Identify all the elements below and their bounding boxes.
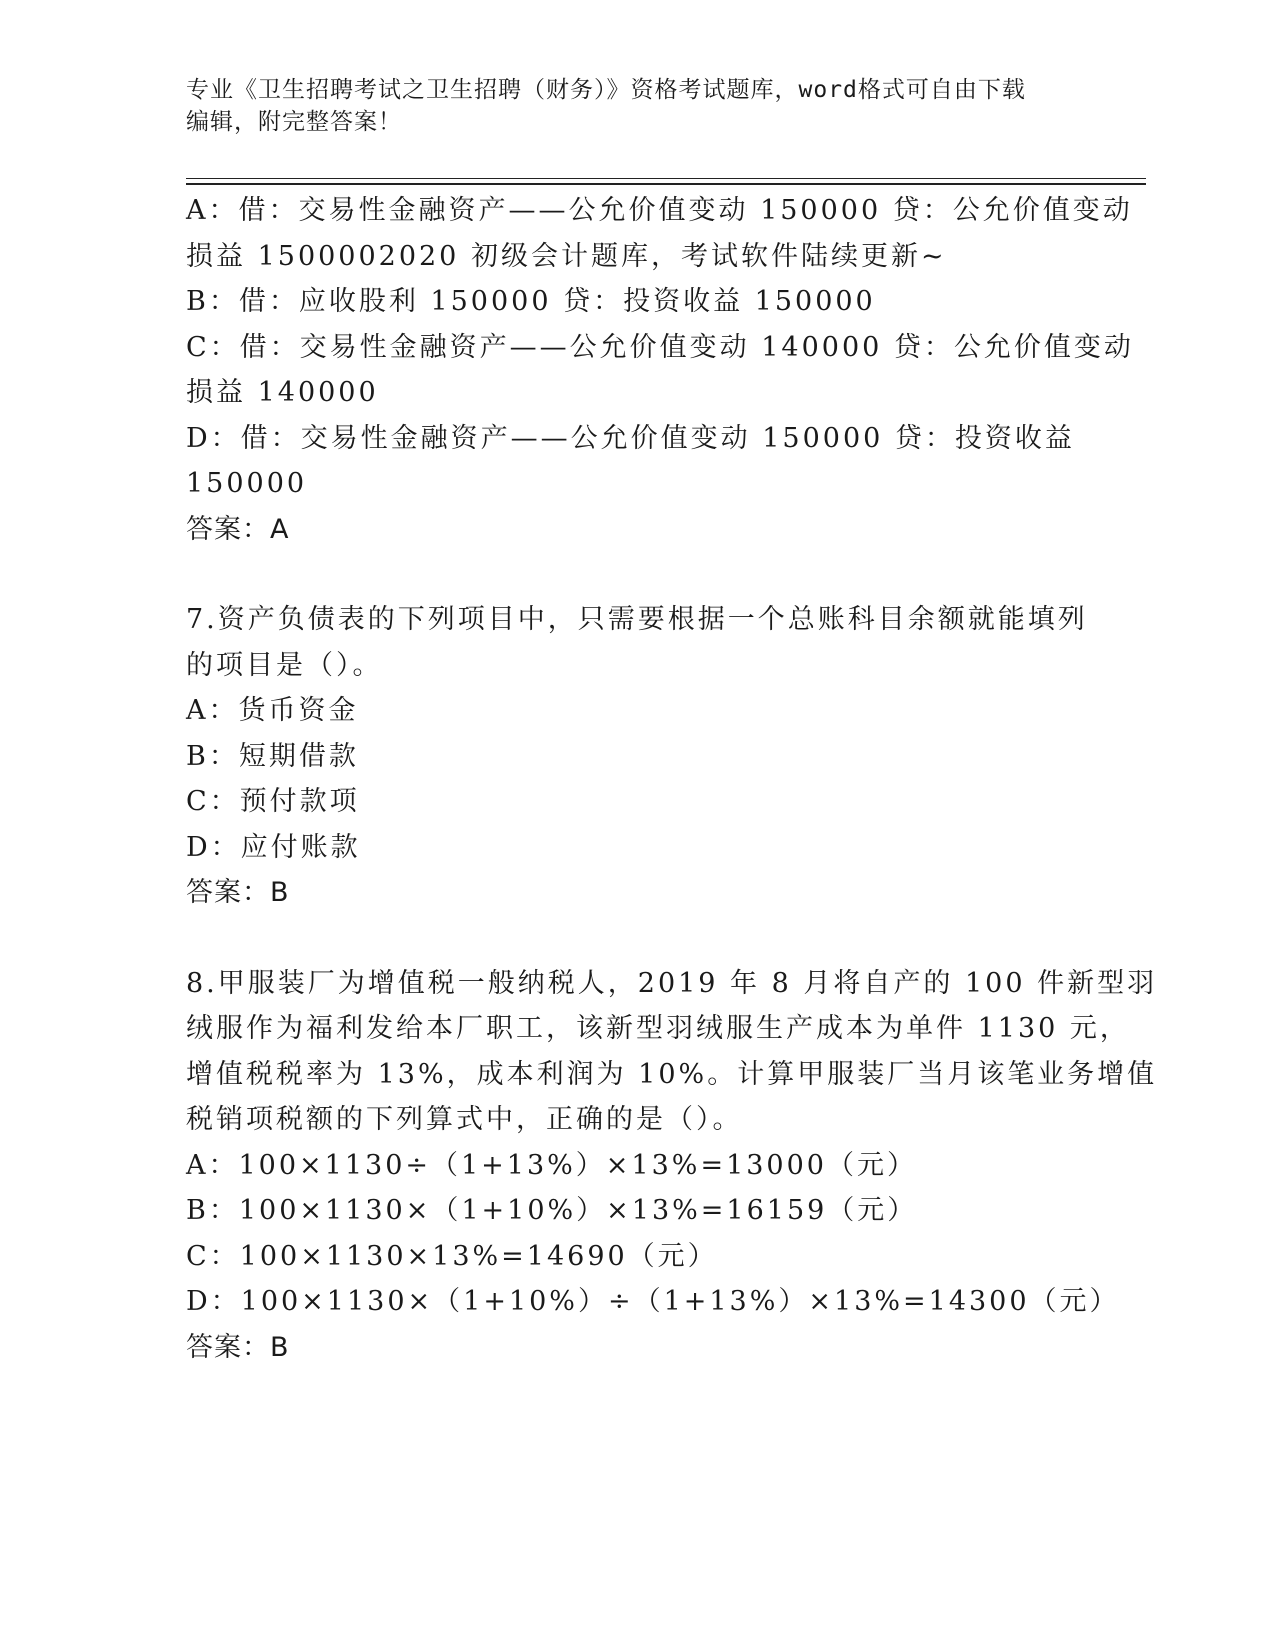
option-d: D：100×1130×（1+10%）÷（1+13%）×13%=14300（元） xyxy=(186,1286,1120,1317)
option-d-line-2: 150000 xyxy=(186,468,308,499)
option-c: C：预付款项 xyxy=(186,786,360,817)
question-stem-line-4: 税销项税额的下列算式中，正确的是（）。 xyxy=(186,1104,743,1135)
option-a-line-1: A：借：交易性金融资产——公允价值变动 150000 贷：公允价值变动 xyxy=(186,195,1133,226)
option-a: A：100×1130÷（1+13%）×13%=13000（元） xyxy=(186,1149,917,1181)
question-stem-line-1: 8.甲服装厂为增值税一般纳税人，2019 年 8 月将自产的 100 件新型羽 xyxy=(186,967,1158,999)
question-stem-line-3: 增值税税率为 13%，成本利润为 10%。计算甲服装厂当月该笔业务增值 xyxy=(186,1058,1158,1090)
document-header xyxy=(186,74,1086,138)
answer-label: 答案：B xyxy=(186,1331,290,1363)
question-8 xyxy=(186,961,1158,1371)
option-d: D：应付账款 xyxy=(186,831,361,863)
question-6-options xyxy=(186,188,1134,552)
question-stem-line-1: 7.资产负债表的下列项目中，只需要根据一个总账科目余额就能填列 xyxy=(186,604,1088,635)
option-c: C：100×1130×13%=14690（元） xyxy=(186,1240,718,1272)
option-d-line-1: D：借：交易性金融资产——公允价值变动 150000 贷：投资收益 xyxy=(186,422,1075,454)
spacer xyxy=(186,552,1086,597)
answer-label: 答案：A xyxy=(186,513,290,545)
header-line-1: 专业《卫生招聘考试之卫生招聘（财务）》资格考试题库，word格式可自由下载 xyxy=(186,77,1026,103)
spacer xyxy=(186,916,1086,961)
question-content xyxy=(186,188,1158,1370)
option-b: B：短期借款 xyxy=(186,740,359,772)
option-b: B：借：应收股利 150000 贷：投资收益 150000 xyxy=(186,286,876,317)
option-a: A：货币资金 xyxy=(186,695,359,726)
answer-label: 答案：B xyxy=(186,877,290,908)
option-b: B：100×1130×（1+10%）×13%=16159（元） xyxy=(186,1195,918,1226)
question-7 xyxy=(186,597,1086,916)
header-divider-thick xyxy=(186,183,1146,185)
header-divider-thin xyxy=(186,178,1146,179)
header-line-2: 编辑，附完整答案！ xyxy=(186,109,402,135)
question-stem-line-2: 绒服作为福利发给本厂职工，该新型羽绒服生产成本为单件 1130 元， xyxy=(186,1013,1130,1044)
option-c-line-1: C：借：交易性金融资产——公允价值变动 140000 贷：公允价值变动 xyxy=(186,331,1134,363)
question-stem-line-2: 的项目是（）。 xyxy=(186,649,383,681)
option-a-line-2: 损益 1500002020 初级会计题库，考试软件陆续更新~ xyxy=(186,240,947,272)
option-c-line-2: 损益 140000 xyxy=(186,377,379,408)
